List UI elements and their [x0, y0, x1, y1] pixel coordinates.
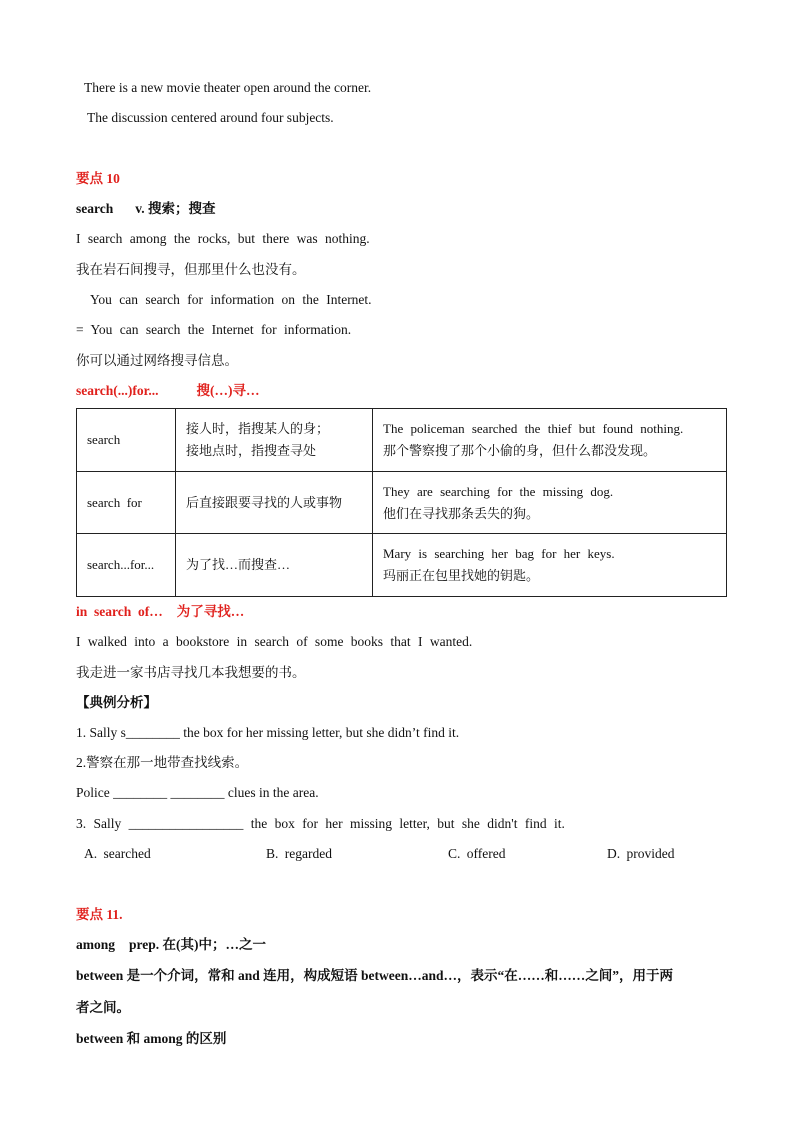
example-cell	[373, 534, 727, 597]
example-english: Mary is searching her bag for her keys.	[383, 546, 615, 561]
intro-line-2: The discussion centered around four subjects.	[87, 110, 334, 125]
in-search-of-chinese: 为了寻找…	[176, 604, 245, 619]
example-1-chinese: 我在岩石间搜寻，但那里什么也没有。	[76, 262, 306, 277]
question-1: 1. Sally s________ the box for her missing letter, but she didn’t find it.	[76, 725, 460, 740]
example-chinese: 玛丽正在包里找她的钥匙。	[383, 568, 540, 583]
between-explanation-line-2: 者之间。	[76, 1000, 130, 1015]
usage-cell	[176, 409, 373, 472]
part-of-speech-definition: v. 搜索；搜查	[135, 201, 216, 216]
example-3-chinese: 我走进一家书店寻找几本我想要的书。	[76, 665, 306, 680]
word-entry-search	[76, 200, 216, 218]
example-2-english: You can search for information on the Internet.	[90, 292, 372, 307]
example-2-chinese: 你可以通过网络搜寻信息。	[76, 353, 238, 368]
table-row	[77, 534, 727, 597]
term-cell: search...for...	[77, 534, 176, 597]
example-2-equivalent: = You can search the Internet for information.	[76, 322, 352, 337]
term-cell: search for	[77, 472, 176, 534]
usage-cell	[176, 472, 373, 534]
option-c: C. offered	[448, 846, 506, 861]
word-entry-among	[76, 936, 266, 954]
headword: among	[76, 937, 116, 952]
intro-line-1: There is a new movie theater open around the corner.	[84, 80, 372, 95]
example-cell	[373, 472, 727, 534]
in-search-of-heading	[76, 603, 244, 621]
in-search-of-english: in search of…	[76, 604, 163, 619]
table-row	[77, 472, 727, 534]
phrase-english: search(...)for...	[76, 383, 159, 398]
question-2-english: Police ________ ________ clues in the area.	[76, 785, 319, 800]
usage-text: 接地点时，指搜查寻处	[186, 443, 317, 458]
example-chinese: 那个警察搜了那个小偷的身，但什么都没发现。	[383, 443, 657, 458]
point-10-heading: 要点 10	[76, 171, 120, 186]
example-english: The policeman searched the thief but found nothing.	[383, 421, 684, 436]
usage-text: 为了找…而搜查…	[186, 557, 291, 572]
question-2-chinese: 2.警察在那一地带查找线索。	[76, 755, 249, 770]
example-chinese: 他们在寻找那条丢失的狗。	[383, 505, 540, 521]
example-english: They are searching for the missing dog.	[383, 483, 614, 499]
phrase-chinese: 搜(…)寻…	[196, 383, 260, 398]
table-row	[77, 409, 727, 472]
between-among-difference: between 和 among 的区别	[76, 1031, 227, 1046]
question-3: 3. Sally _________________ the box for her missing letter, but she didn't find it.	[76, 816, 565, 831]
term-cell: search	[77, 409, 176, 472]
usage-cell	[176, 534, 373, 597]
example-1-english: I search among the rocks, but there was nothing.	[76, 231, 370, 246]
option-d: D. provided	[607, 846, 675, 861]
option-a: A. searched	[84, 846, 151, 861]
usage-table	[76, 408, 727, 597]
phrase-heading	[76, 382, 259, 400]
example-cell	[373, 409, 727, 472]
point-11-heading: 要点 11.	[76, 907, 123, 922]
headword: search	[76, 201, 114, 216]
between-explanation-line-1: between 是一个介词，常和 and 连用，构成短语 between…and…，表示“在……和……之间”，用于两	[76, 968, 674, 983]
example-3-english: I walked into a bookstore in search of some books that I wanted.	[76, 634, 473, 649]
option-b: B. regarded	[266, 846, 332, 861]
part-of-speech-definition: prep. 在(其)中；…之一	[129, 937, 267, 952]
usage-text: 接人时，指搜某人的身；	[186, 421, 330, 436]
examples-heading: 【典例分析】	[76, 695, 157, 710]
usage-text: 后直接跟要寻找的人或事物	[186, 494, 343, 510]
